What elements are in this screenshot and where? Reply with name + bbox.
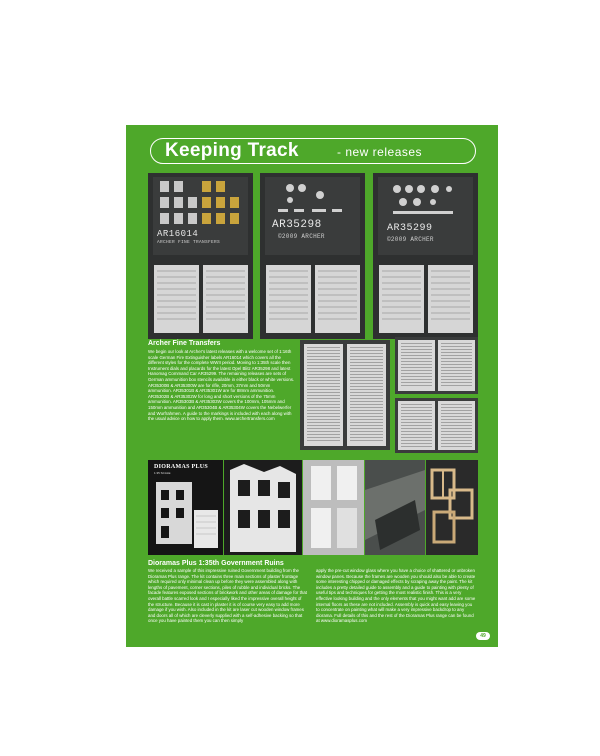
stencil-sheet <box>398 401 435 450</box>
product-photo-ar16014 <box>148 173 253 339</box>
dioramas-box-photo <box>148 460 223 555</box>
banner-title: Keeping Track <box>165 140 299 161</box>
product-code: AR16014 <box>157 229 199 239</box>
plaster-detail <box>303 460 364 555</box>
ammo-stencil-photo-2 <box>395 337 478 394</box>
painted-ruin <box>365 460 425 555</box>
instrument-dials-sheet <box>260 173 365 339</box>
stencil-sheet <box>304 344 343 446</box>
product-code: AR35299 <box>387 223 433 234</box>
title-banner <box>150 138 476 164</box>
product-caption: ARCHER FINE TRANSFERS <box>157 240 221 245</box>
kit-logo-sub: 1:35 SCALE <box>154 471 171 475</box>
ruin-painted-photo <box>365 460 425 555</box>
dioramas-body-col2: apply the pre-cut window glass where you have a choice of shattered or unbroken window panes. Because the frames are wooden you should also be able to create some interesting chipped or damaged effects by scraping away the paint. The kit includes a pretty detailed guide to assembly and a guide to painting with plenty of useful tips and techniques for getting the most realistic finish. This is a very effective looking building and the only elements that you might want add are some internal floors as these are not included. Assembly is quick and easy leaving you to concentrate on painting what will make a very impressive backdrop to any diorama. Full details of this and the rest of the Dioramas Plus range can be found at www.dioramasplus.com <box>316 568 476 624</box>
stencil-sheet <box>438 401 475 450</box>
kit-logo: DIORAMAS PLUS <box>154 464 209 470</box>
ruin-box-art <box>148 460 223 555</box>
ammo-stencil-photo-1 <box>300 340 390 450</box>
page-number: 49 <box>476 632 490 640</box>
plaster-facade <box>224 460 302 555</box>
product-photo-ar35298 <box>260 173 365 339</box>
window-frames-photo <box>426 460 478 555</box>
archer-heading: Archer Fine Transfers <box>148 340 221 347</box>
ruin-facade-photo <box>224 460 302 555</box>
instrument-dials-sheet-2 <box>373 173 478 339</box>
stencil-sheet <box>398 340 435 391</box>
product-code: AR35298 <box>272 219 322 231</box>
stencil-sheet <box>347 344 386 446</box>
product-caption: ©2009 ARCHER <box>387 236 434 243</box>
extinguisher-labels-sheet <box>148 173 253 339</box>
magazine-page <box>126 125 498 647</box>
ammo-stencil-photo-3 <box>395 398 478 453</box>
dioramas-heading: Dioramas Plus 1:35th Government Ruins <box>148 560 284 567</box>
ruin-detail-photo <box>303 460 364 555</box>
laser-cut-frames <box>426 460 478 555</box>
stencil-sheet <box>438 340 475 391</box>
product-photo-ar35299 <box>373 173 478 339</box>
banner-subtitle: - new releases <box>337 145 423 159</box>
archer-body: We begin our look at Archer's latest releases with a welcome set of 1:16th scale German Fire Extinguisher labels AR16014 which covers all the different styles for the complete WWII period. Moving to 1:35th scale then Instrument dials and placards for the latest Opel Blitz AR35298 and latest Hanomag Command Car AR35299. The remaining releases are sets of German ammunition box stencils available in either black or white versions. AR35300B & AR35300W are for rifle, 20mm, 37mm and 50mm ammunition. AR35301B & AR35301W are for 88mm ammunition. AR35302B & AR35302W for long and short versions of the 75mm ammunition. AR35303B & AR35303W covers the 100mm, 105mm and 150mm ammunition and AR35304B & AR35304W covers the Nebelwerfer and Wurfrahmen. A guide to the markings is included with each along with the usual advice on how to apply them. www.archertransfers.com <box>148 349 295 422</box>
product-caption: ©2009 ARCHER <box>278 233 325 240</box>
dioramas-body-col1: We received a sample of this impressive ruined Government building from the Dioramas Plus range. The kit contains three main sections of plaster frontage which required only minimal clean up before they were assembled along with lengths of pavement, corner sections, piles of rubble and individual bricks. The facade features exposed sections of brickwork and other areas of damage for that overall battle scarred look and I especially liked the impressive overall height of the structure. Because it is cast in plaster it is of course very easy to add more damage if you wish. Also included in the kit are laser cut wooden window frames and doors all of which are cleverly supplied with a self-adhesive backing so that once you have painted them you can then simply <box>148 568 307 624</box>
